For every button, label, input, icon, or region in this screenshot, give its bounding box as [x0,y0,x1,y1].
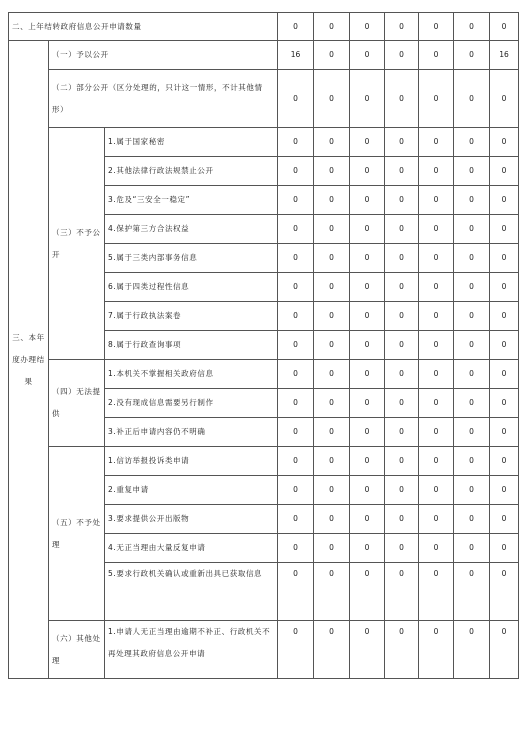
value-cell: 0 [350,157,385,186]
value-cell: 0 [490,360,519,389]
value-cell: 0 [314,273,350,302]
row-label: 1.申请人无正当理由逾期不补正、行政机关不再处理其政府信息公开申请 [105,621,278,679]
value-cell: 0 [385,41,419,70]
value-cell: 0 [314,157,350,186]
value-cell: 0 [490,331,519,360]
value-cell: 0 [419,41,454,70]
value-cell: 0 [490,186,519,215]
value-cell: 0 [278,331,314,360]
row-label: 3.危及“三安全一稳定” [105,186,278,215]
value-cell: 0 [419,244,454,273]
row-label: 1.信访举报投诉类申请 [105,447,278,476]
value-cell: 0 [490,273,519,302]
value-cell: 0 [490,13,519,41]
value-cell: 0 [385,157,419,186]
value-cell: 0 [490,534,519,563]
table-body [9,13,519,679]
row-label: 2.其他法律行政法规禁止公开 [105,157,278,186]
value-cell: 0 [314,186,350,215]
value-cell: 0 [419,70,454,128]
value-cell: 0 [454,360,490,389]
value-cell: 0 [278,302,314,331]
value-cell: 0 [454,563,490,621]
value-cell: 0 [490,621,519,679]
value-cell: 0 [278,389,314,418]
value-cell: 0 [385,447,419,476]
value-cell: 0 [350,418,385,447]
value-cell: 0 [454,534,490,563]
row-label: 8.属于行政查询事项 [105,331,278,360]
value-cell: 0 [454,70,490,128]
value-cell: 0 [350,70,385,128]
value-cell: 0 [490,505,519,534]
value-cell: 0 [385,563,419,621]
value-cell: 0 [278,186,314,215]
value-cell: 0 [454,128,490,157]
value-cell: 0 [490,244,519,273]
group-label: （六）其他处理 [49,621,105,679]
value-cell: 0 [350,389,385,418]
value-cell: 0 [278,563,314,621]
value-cell: 0 [350,128,385,157]
value-cell: 0 [490,128,519,157]
value-cell: 0 [419,215,454,244]
table-row [9,360,519,389]
value-cell: 0 [419,331,454,360]
value-cell: 0 [350,447,385,476]
value-cell: 0 [314,447,350,476]
value-cell: 0 [385,128,419,157]
value-cell: 0 [419,505,454,534]
value-cell: 0 [350,186,385,215]
value-cell: 0 [490,70,519,128]
value-cell: 0 [350,534,385,563]
value-cell: 0 [419,128,454,157]
value-cell: 0 [278,418,314,447]
row-label: 1.属于国家秘密 [105,128,278,157]
value-cell: 0 [314,331,350,360]
row-label: 二、上年结转政府信息公开申请数量 [9,13,278,41]
row-label: 6.属于四类过程性信息 [105,273,278,302]
table-row [9,13,519,41]
value-cell: 0 [350,41,385,70]
value-cell: 0 [490,389,519,418]
value-cell: 0 [454,476,490,505]
row-label: 1.本机关不掌握相关政府信息 [105,360,278,389]
row-label: 7.属于行政执法案卷 [105,302,278,331]
value-cell: 0 [419,13,454,41]
value-cell: 0 [350,505,385,534]
value-cell: 0 [278,157,314,186]
value-cell: 0 [454,13,490,41]
value-cell: 0 [314,13,350,41]
value-cell: 0 [385,302,419,331]
value-cell: 0 [419,186,454,215]
value-cell: 0 [314,534,350,563]
row-label: 4.保护第三方合法权益 [105,215,278,244]
row-label: 2.重复申请 [105,476,278,505]
value-cell: 0 [278,70,314,128]
value-cell: 0 [314,418,350,447]
value-cell: 0 [314,128,350,157]
value-cell: 0 [314,505,350,534]
value-cell: 0 [490,157,519,186]
value-cell: 0 [454,331,490,360]
value-cell: 0 [350,302,385,331]
value-cell: 0 [278,215,314,244]
value-cell: 0 [419,534,454,563]
value-cell: 0 [419,273,454,302]
value-cell: 0 [454,302,490,331]
value-cell: 0 [454,215,490,244]
row-label: 5.属于三类内部事务信息 [105,244,278,273]
value-cell: 0 [278,621,314,679]
value-cell: 0 [278,447,314,476]
value-cell: 0 [385,273,419,302]
value-cell: 0 [454,41,490,70]
value-cell: 0 [278,476,314,505]
value-cell: 0 [490,215,519,244]
group-label: （四）无法提供 [49,360,105,447]
value-cell: 0 [454,418,490,447]
table-row [9,70,519,128]
value-cell: 0 [350,273,385,302]
value-cell: 0 [419,360,454,389]
value-cell: 0 [490,563,519,621]
value-cell: 16 [278,41,314,70]
disclosure-stats-table [8,12,519,679]
value-cell: 0 [454,505,490,534]
value-cell: 0 [385,621,419,679]
table-row [9,447,519,476]
value-cell: 0 [490,476,519,505]
value-cell: 0 [385,244,419,273]
value-cell: 0 [419,447,454,476]
value-cell: 0 [278,360,314,389]
value-cell: 0 [385,476,419,505]
section-label: 三、本年度办理结果 [9,41,49,679]
value-cell: 0 [350,244,385,273]
table-row [9,41,519,70]
value-cell: 0 [454,186,490,215]
value-cell: 0 [490,418,519,447]
value-cell: 0 [385,13,419,41]
value-cell: 0 [385,418,419,447]
value-cell: 0 [490,447,519,476]
value-cell: 0 [419,418,454,447]
value-cell: 0 [350,331,385,360]
value-cell: 0 [278,13,314,41]
value-cell: 0 [385,505,419,534]
group-label: （五）不予处理 [49,447,105,621]
value-cell: 0 [385,360,419,389]
value-cell: 0 [314,389,350,418]
row-label: 3.补正后申请内容仍不明确 [105,418,278,447]
value-cell: 0 [314,244,350,273]
row-label: （一）予以公开 [49,41,278,70]
value-cell: 0 [314,41,350,70]
value-cell: 16 [490,41,519,70]
value-cell: 0 [385,70,419,128]
value-cell: 0 [314,360,350,389]
value-cell: 0 [350,360,385,389]
value-cell: 0 [278,505,314,534]
value-cell: 0 [454,389,490,418]
group-label: （三）不予公开 [49,128,105,360]
row-label: 2.没有现成信息需要另行制作 [105,389,278,418]
table-row [9,621,519,679]
value-cell: 0 [454,244,490,273]
value-cell: 0 [350,215,385,244]
value-cell: 0 [350,621,385,679]
value-cell: 0 [419,389,454,418]
row-label: （二）部分公开（区分处理的，只计这一情形，不计其他情形） [49,70,278,128]
value-cell: 0 [278,273,314,302]
value-cell: 0 [314,70,350,128]
value-cell: 0 [454,157,490,186]
value-cell: 0 [350,13,385,41]
value-cell: 0 [454,621,490,679]
value-cell: 0 [419,476,454,505]
value-cell: 0 [350,476,385,505]
row-label: 5.要求行政机关确认或重新出具已获取信息 [105,563,278,621]
value-cell: 0 [314,476,350,505]
value-cell: 0 [278,128,314,157]
value-cell: 0 [419,563,454,621]
value-cell: 0 [385,186,419,215]
value-cell: 0 [278,244,314,273]
value-cell: 0 [314,215,350,244]
value-cell: 0 [419,302,454,331]
row-label: 4.无正当理由大量反复申请 [105,534,278,563]
value-cell: 0 [385,215,419,244]
value-cell: 0 [419,621,454,679]
value-cell: 0 [314,563,350,621]
value-cell: 0 [314,302,350,331]
table-row [9,128,519,157]
value-cell: 0 [385,389,419,418]
value-cell: 0 [278,534,314,563]
value-cell: 0 [314,621,350,679]
value-cell: 0 [419,157,454,186]
value-cell: 0 [490,302,519,331]
value-cell: 0 [350,563,385,621]
value-cell: 0 [454,273,490,302]
value-cell: 0 [385,534,419,563]
row-label: 3.要求提供公开出版物 [105,505,278,534]
value-cell: 0 [385,331,419,360]
value-cell: 0 [454,447,490,476]
